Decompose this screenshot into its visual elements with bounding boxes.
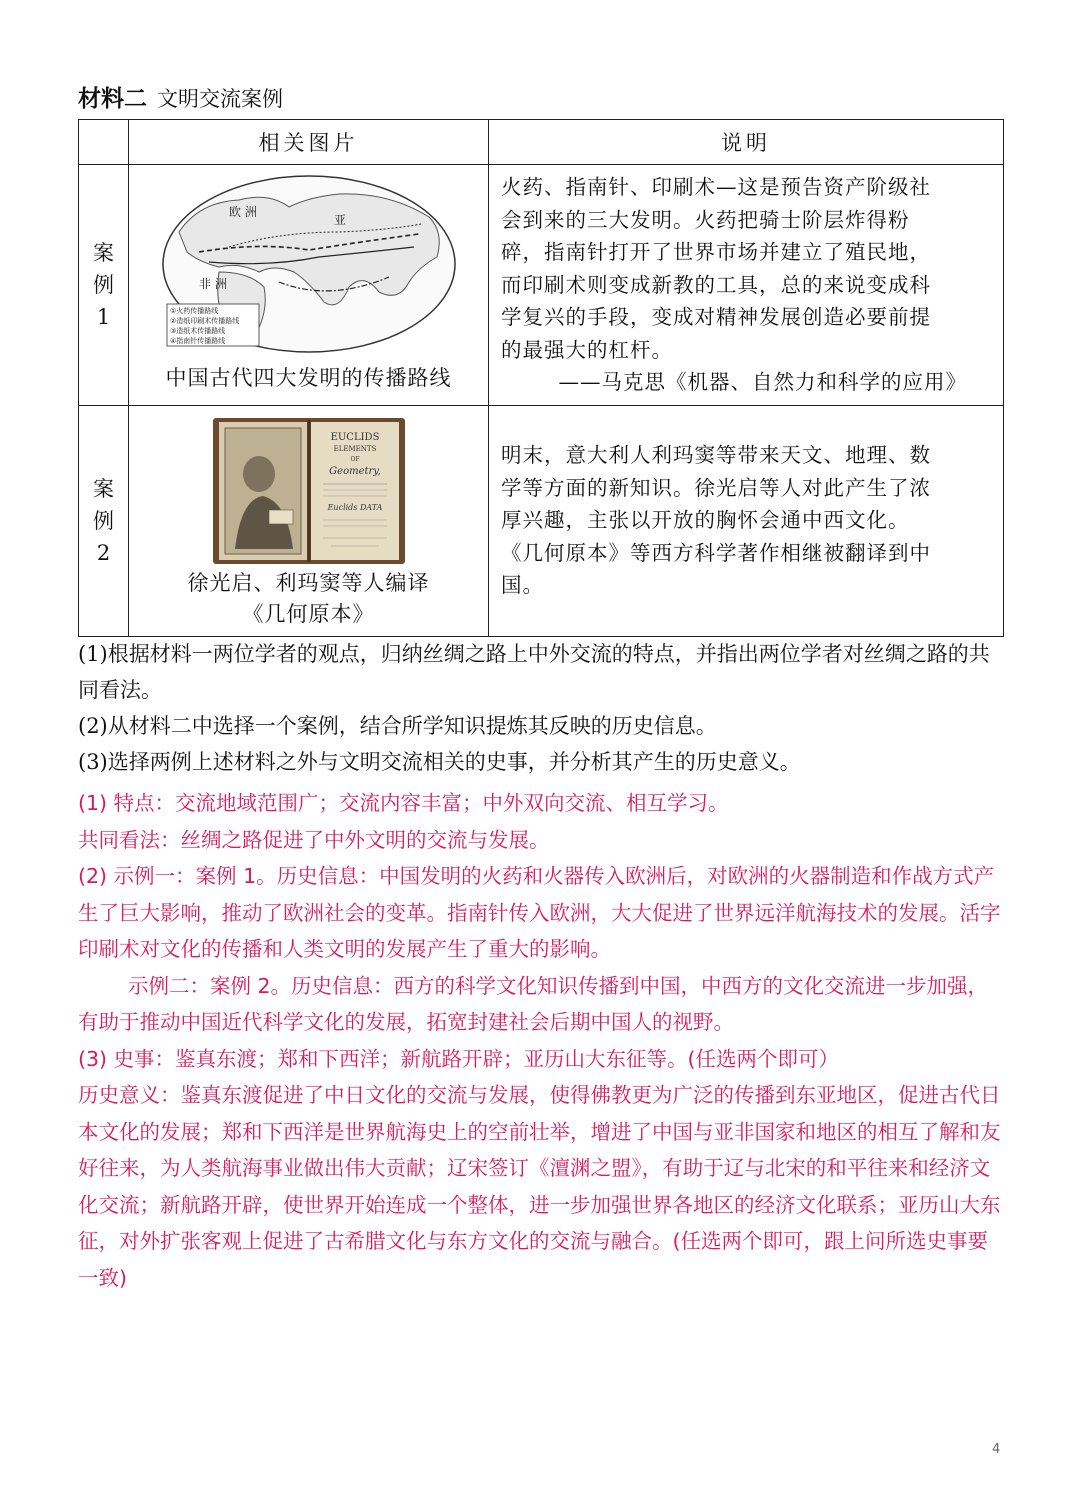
page-number: 4: [992, 1442, 1001, 1457]
map-label-africa: 非 洲: [198, 276, 227, 291]
case1-label-char: 例: [93, 272, 114, 297]
four-inventions-map: [159, 172, 459, 357]
map-legend-item: ②造纸印刷术传播路线: [169, 316, 239, 325]
cases-table: [78, 119, 1004, 637]
case2-desc-line: 厚兴趣，主张以开放的胸怀会通中西文化。: [501, 508, 910, 533]
answers-block: [78, 785, 1008, 1296]
case1-desc-line: 而印刷术则变成新教的工具，总的来说变成科: [501, 272, 931, 297]
case1-desc-line: 火药、指南针、印刷术—这是预告资产阶级社: [501, 175, 931, 199]
case1-image-cell: [129, 165, 489, 406]
answer-3-significance: 历史意义：鉴真东渡促进了中日文化的交流与发展，使得佛教更为广泛的传播到东亚地区，促进古代日本文化的发展；郑和下西洋是世界航海史上的空前壮举，增进了中国与亚非国家和地区的相互了解和友好往来，为人类航海事业做出伟大贡献；辽宋签订《澶渊之盟》，有助于辽与北宋的和平往来和经济文化交流；新航路开辟，使世界开始连成一个整体，进一步加强世界各地区的经济文化联系；亚历山大东征，对外扩张客观上促进了古希腊文化与东方文化的交流与融合。(任选两个即可，跟上问所选史事要一致): [78, 1083, 1001, 1290]
case2-label: [79, 405, 129, 636]
book-title-line: ELEMENTS: [333, 444, 376, 453]
table-row-case1: [79, 165, 1004, 406]
book-title-line: Geometry,: [328, 465, 381, 477]
case1-desc-line: 的最强大的杠杆。: [501, 337, 673, 362]
case2-caption-line: 《几何原本》: [242, 601, 375, 626]
case2-description: [489, 405, 1004, 636]
material-label: 材料二: [78, 86, 147, 112]
case2-desc-line: 明末，意大利人利玛窦等带来天文、地理、数: [501, 443, 931, 468]
answer-3-events: (3) 史事：鉴真东渡；郑和下西洋；新航路开辟；亚历山大东征等。(任选两个即可）: [78, 1046, 840, 1071]
questions-block: [78, 636, 1003, 780]
answer-1-common-view: 共同看法：丝绸之路促进了中外文明的交流与发展。: [78, 827, 550, 852]
material-subtitle: 文明交流案例: [157, 87, 283, 111]
map-label-europe: 欧 洲: [228, 204, 257, 219]
case1-desc-line: 会到来的三大发明。火药把骑士阶层炸得粉: [501, 207, 910, 232]
map-legend-item: ④指南针传播路线: [169, 336, 225, 345]
question-3: (3)选择两例上述材料之外与文明交流相关的史事，并分析其产生的历史意义。: [78, 750, 801, 774]
case1-caption: 中国古代四大发明的传播路线: [165, 365, 452, 390]
case2-desc-line: 《几何原本》等西方科学著作相继被翻译到中: [501, 540, 931, 565]
case2-image-cell: [129, 405, 489, 636]
case1-label-char: 案: [93, 240, 114, 265]
map-label-asia: 亚: [333, 212, 346, 227]
answer-2-example-2: 示例二：案例 2。历史信息：西方的科学文化知识传播到中国，中西方的文化交流进一步加强，有助于推动中国近代科学文化的发展，拓宽封建社会后期中国人的视野。: [78, 973, 989, 1034]
book-title-line: OF: [349, 455, 360, 463]
book-title-line: Euclids DATA: [327, 502, 382, 512]
euclid-book-image: [211, 414, 407, 566]
question-1: (1)根据材料一两位学者的观点，归纳丝绸之路上中外交流的特点，并指出两位学者对丝绸之路的共同看法。: [78, 642, 990, 702]
case1-description: [489, 165, 1004, 406]
map-legend-item: ①火药传播路线: [169, 306, 218, 315]
table-row-case2: [79, 405, 1004, 636]
map-legend-item: ③造纸术传播路线: [169, 326, 225, 335]
case2-label-char: 2: [96, 540, 111, 565]
case2-desc-line: 学等方面的新知识。徐光启等人对此产生了浓: [501, 475, 931, 500]
answer-1-features: (1) 特点：交流地域范围广；交流内容丰富；中外双向交流、相互学习。: [78, 791, 729, 815]
case2-label-char: 例: [93, 508, 114, 533]
header-empty: [79, 120, 129, 165]
case1-label-char: 1: [96, 304, 111, 329]
case1-desc-line: 学复兴的手段，变成对精神发展创造必要前提: [501, 305, 931, 329]
case2-caption-line: 徐光启、利玛窦等人编译: [187, 570, 430, 595]
header-description: 说明: [489, 120, 1004, 165]
case1-quote: ——马克思《机器、自然力和科学的应用》: [558, 370, 967, 394]
table-header-row: [79, 120, 1004, 165]
book-title-line: EUCLIDS: [330, 431, 379, 443]
case1-label: [79, 165, 129, 406]
material-title: [78, 80, 283, 113]
case2-desc-line: 国。: [501, 573, 544, 598]
header-images: 相关图片: [129, 120, 489, 165]
question-2: (2)从材料二中选择一个案例，结合所学知识提炼其反映的历史信息。: [78, 714, 717, 738]
case1-desc-line: 碎，指南针打开了世界市场并建立了殖民地，: [501, 240, 931, 264]
answer-2-example-1: (2) 示例一：案例 1。历史信息：中国发明的火药和火器传入欧洲后，对欧洲的火器制造和作战方式产生了巨大影响，推动了欧洲社会的变革。指南针传入欧洲，大大促进了世界远洋航海技术的发展。活字印刷术对文化的传播和人类文明的发展产生了重大的影响。: [78, 864, 1001, 961]
case2-label-char: 案: [93, 476, 114, 501]
